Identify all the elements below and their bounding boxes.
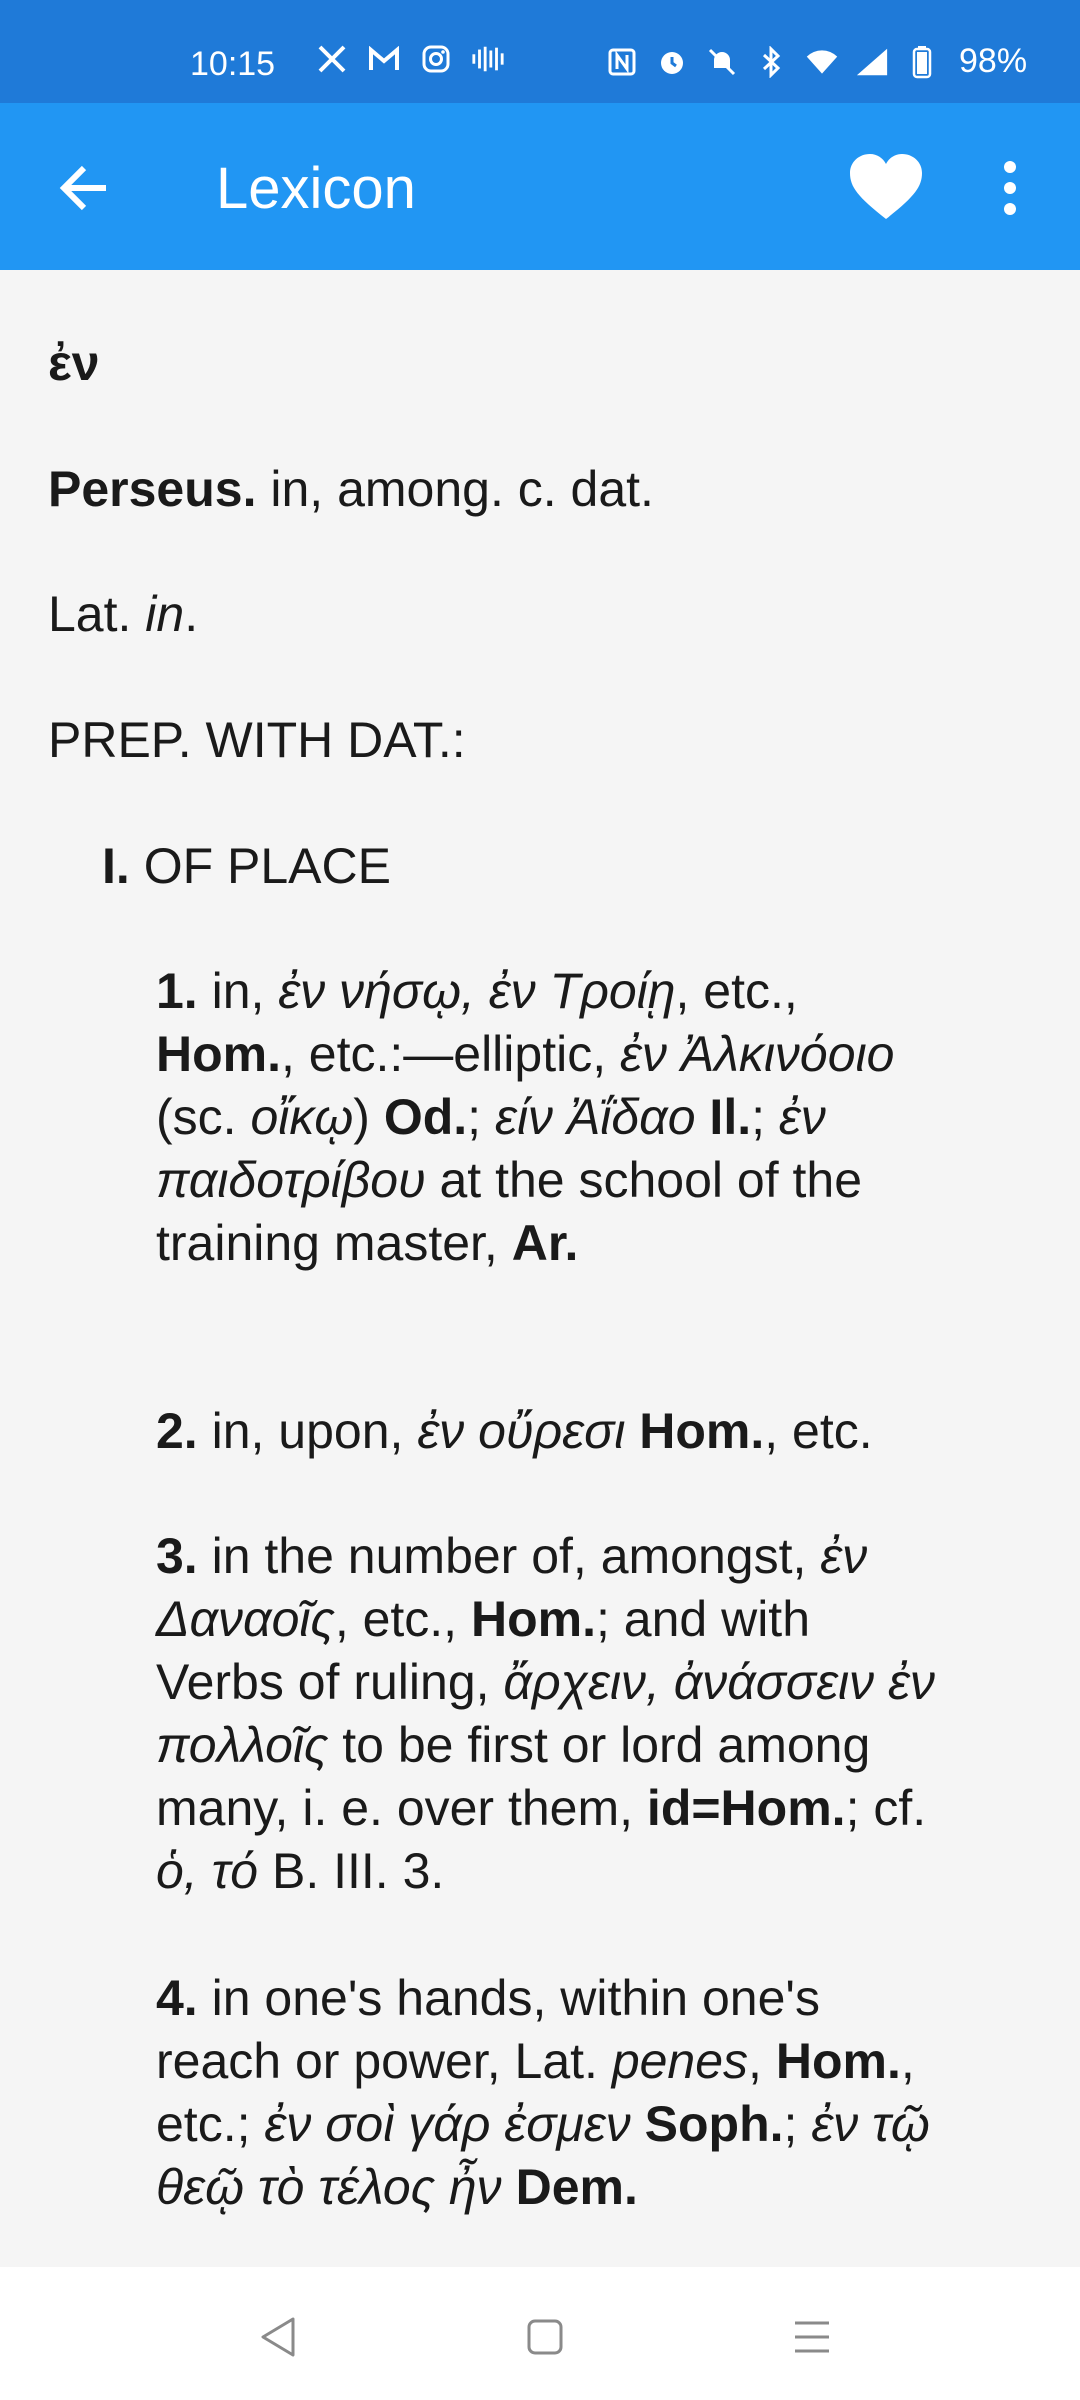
system-icons <box>605 42 1027 81</box>
favorite-button[interactable] <box>848 153 924 223</box>
nav-recents-button[interactable] <box>782 2307 842 2367</box>
alarm-icon <box>655 45 689 79</box>
notification-icons <box>315 42 505 76</box>
back-button[interactable] <box>50 153 120 223</box>
nav-home-icon <box>525 2317 565 2357</box>
entry-prep-heading: PREP. WITH DAT.: <box>48 712 466 768</box>
battery-percent: 98% <box>959 42 1028 80</box>
arrow-back-icon <box>50 153 120 223</box>
nav-back-button[interactable] <box>248 2307 308 2367</box>
instagram-icon <box>419 42 453 76</box>
signal-icon <box>855 45 889 79</box>
heart-icon <box>848 153 924 223</box>
app-bar <box>0 103 1080 270</box>
audio-icon <box>471 42 505 76</box>
entry-section-heading: I. OF PLACE <box>102 838 391 894</box>
nfc-icon <box>605 45 639 79</box>
nav-recents-icon <box>792 2317 832 2357</box>
sense-3: 3. in the number of, amongst, ἐν Δαναοῖς, etc., Hom.; and with Verbs of ruling, ἄρχειν, ἀνάσσειν ἐν πολλοῖς to be first or lord among many, i. e. over them, id=Hom.; cf. ὁ, τό B. III. 3. <box>156 1528 936 1899</box>
mute-icon <box>705 45 739 79</box>
x-app-icon <box>315 42 349 76</box>
system-nav-bar <box>0 2267 1080 2400</box>
headword: ἐν <box>48 335 100 391</box>
sense-1: 1. in, ἐν νήσῳ, ἐν Τροίῃ, etc., Hom., etc.:—elliptic, ἐν Ἀλκινόοιο (sc. οἴκῳ) Od.; είν Ἀΐδαο Il.; ἐν παιδοτρίβου at the school of the training master, Ar. <box>156 963 895 1271</box>
sense-4: 4. in one's hands, within one's reach or power, Lat. penes, Hom., etc.; ἐν σοὶ γάρ ἐσμεν Soph.; ἐν τῷ θεῷ τὸ τέλος ἦν Dem. <box>156 1970 930 2215</box>
more-vert-icon <box>990 153 1030 223</box>
page-title: Lexicon <box>216 156 416 221</box>
battery-icon <box>905 45 939 79</box>
more-options-button[interactable] <box>990 153 1030 223</box>
bluetooth-icon <box>755 45 789 79</box>
status-bar <box>0 0 1080 103</box>
lexicon-entry <box>0 270 1080 2267</box>
nav-home-button[interactable] <box>515 2307 575 2367</box>
sense-2: 2. in, upon, ἐν οὔρεσι Hom., etc. <box>156 1403 873 1459</box>
wifi-icon <box>805 45 839 79</box>
entry-latin: Lat. in. <box>48 586 199 642</box>
gmail-icon <box>367 42 401 76</box>
status-time: 10:15 <box>190 45 276 83</box>
entry-source: Perseus. in, among. c. dat. <box>48 461 654 517</box>
nav-back-icon <box>258 2315 298 2359</box>
